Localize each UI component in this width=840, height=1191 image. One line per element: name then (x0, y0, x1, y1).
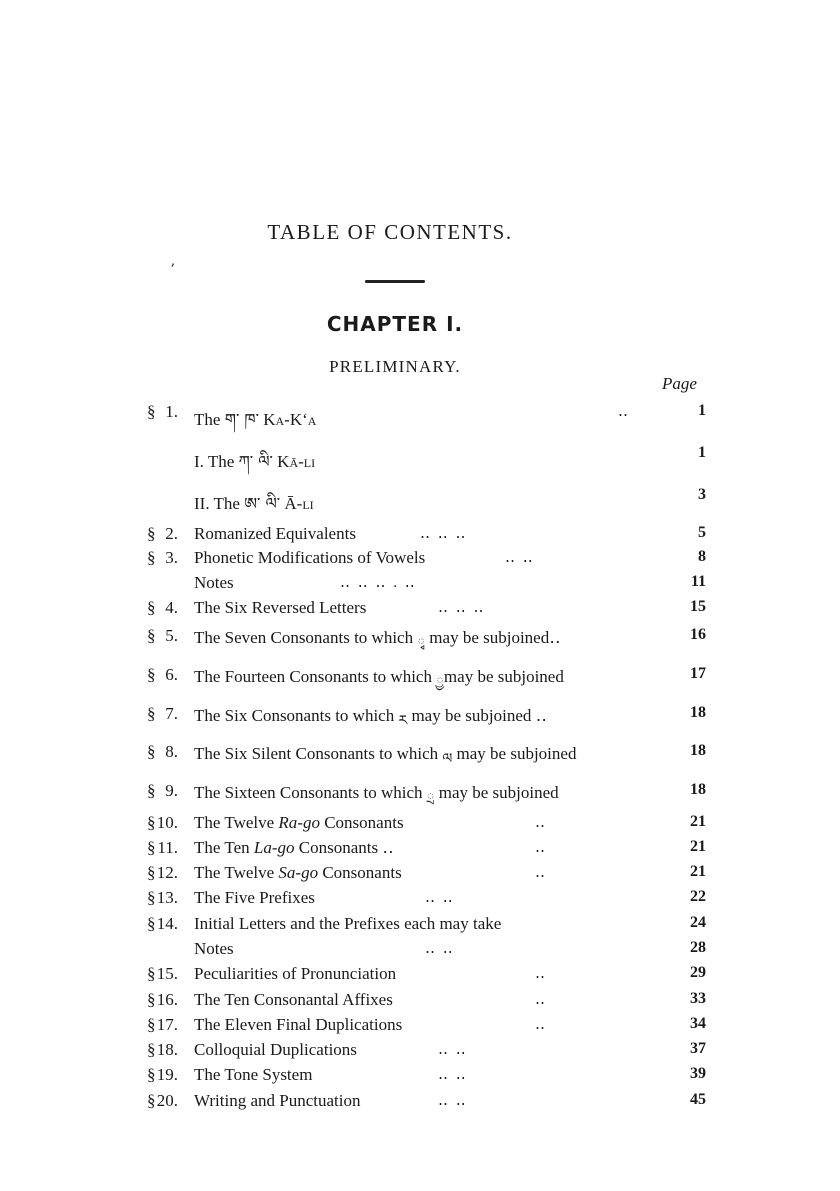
entry-title (194, 402, 316, 447)
section-number: 13. (156, 888, 178, 907)
section-mark: § (147, 524, 156, 543)
section-number: 3. (165, 548, 178, 567)
entry-text-after: Consonants ‥ (294, 838, 394, 857)
toc-entry[interactable] (0, 402, 840, 429)
section-mark: § (147, 863, 156, 882)
section-number: 5. (165, 626, 178, 645)
entry-text: The Ten Consonantal Affixes (194, 990, 393, 1009)
title-rule (365, 280, 425, 283)
entry-text: Colloquial Duplications (194, 1040, 357, 1059)
entry-title (194, 813, 404, 833)
dot-leader: ‥ ‥ ‥ (420, 526, 468, 542)
dot-leader: ‥ (535, 1017, 548, 1033)
entry-text: Peculiarities of Pronunciation (194, 964, 397, 983)
toc-entry[interactable] (0, 573, 840, 597)
toc-entry[interactable] (0, 1065, 840, 1089)
tibetan-subjoined-glyph: ར (398, 713, 408, 729)
entry-text: The Five Prefixes (194, 888, 315, 907)
dot-leader: ‥ (618, 404, 631, 420)
section-mark: § (147, 626, 156, 645)
section-number: 7. (165, 704, 178, 723)
page-number: 22 (690, 888, 706, 905)
section-number: 16. (156, 990, 178, 1009)
page-number: 16 (690, 626, 706, 643)
tibetan-subjoined-glyph: ྲ (426, 790, 435, 806)
entry-text-before: The Seven Consonants to which (194, 628, 418, 647)
entry-text-before: I. The (194, 452, 239, 471)
page-number: 21 (690, 838, 706, 855)
page-number: 18 (690, 781, 706, 798)
section-mark: § (147, 813, 156, 832)
entry-title (194, 1040, 357, 1060)
section-number: 9. (165, 781, 178, 800)
entry-title (194, 888, 315, 908)
section-mark: § (147, 1091, 156, 1110)
section-mark: § (147, 964, 156, 983)
entry-title (194, 939, 234, 959)
section-mark: § (147, 990, 156, 1009)
section-number: 12. (156, 863, 178, 882)
italic-term: La-go (253, 838, 295, 857)
toc-entry[interactable] (0, 742, 840, 766)
entry-title (194, 704, 547, 744)
entry-text-after: Ā-li (280, 494, 314, 513)
section-mark: § (147, 1065, 156, 1084)
dot-leader: ‥ ‥ (438, 1042, 468, 1058)
entry-text: Romanized Equivalents (194, 524, 356, 543)
page-number: 1 (698, 402, 706, 419)
toc-entry[interactable] (0, 863, 840, 887)
toc-entry[interactable] (0, 665, 840, 689)
section-number: 4. (165, 598, 178, 617)
toc-entry[interactable] (0, 704, 840, 728)
toc-entry[interactable] (0, 1015, 840, 1039)
section-mark: § (147, 1015, 156, 1034)
page-number: 1 (698, 444, 706, 461)
toc-entry[interactable] (0, 444, 840, 471)
entry-title (194, 990, 393, 1010)
section-mark: § (147, 402, 156, 421)
entry-text: Initial Letters and the Prefixes each may take (194, 914, 502, 933)
dot-leader: ‥ (535, 992, 548, 1008)
section-number: 18. (156, 1040, 178, 1059)
entry-title (194, 573, 234, 593)
section-mark: § (147, 598, 156, 617)
section-number: 14. (156, 914, 178, 933)
section-number: 20. (156, 1091, 178, 1110)
italic-term: Ra-go (278, 813, 320, 832)
entry-text-after: may be subjoined (452, 744, 577, 763)
section-number: 2. (165, 524, 178, 543)
section-mark: § (147, 781, 156, 800)
page-column-label: Page (662, 374, 697, 393)
section-number: 10. (156, 813, 178, 832)
section-mark: § (147, 888, 156, 907)
chapter-subtitle: PRELIMINARY. (329, 357, 461, 376)
entry-text-after: may be subjoined ‥ (407, 706, 547, 725)
entry-text-after: Ka-K‘a (258, 410, 317, 429)
entry-title (194, 1065, 312, 1085)
entry-title (194, 548, 425, 568)
toc-entry[interactable] (0, 939, 840, 963)
entry-text-before: The Ten (194, 838, 254, 857)
dot-leader: ‥ (535, 966, 548, 982)
entry-title (194, 1091, 360, 1111)
page-number: 29 (690, 964, 706, 981)
section-number: 17. (156, 1015, 178, 1034)
page-number: 21 (690, 813, 706, 830)
page-number: 11 (690, 573, 706, 590)
entry-text-before: The (194, 410, 225, 429)
page-title: TABLE OF CONTENTS. (267, 220, 513, 244)
page-number: 28 (690, 939, 706, 956)
section-mark: § (147, 548, 156, 567)
entry-text: The Eleven Final Duplications (194, 1015, 403, 1034)
stray-ink-mark: ʼ (170, 262, 175, 278)
entry-text-before: The Twelve (194, 863, 279, 882)
tibetan-subjoined-glyph: ལ (442, 751, 453, 767)
toc-entry[interactable] (0, 626, 840, 650)
chapter-heading: CHAPTER I. (326, 312, 464, 336)
section-number: 15. (156, 964, 178, 983)
toc-entry[interactable] (0, 813, 840, 837)
page-number: 8 (698, 548, 706, 565)
page-number: 5 (698, 524, 706, 541)
tibetan-script: ཀ་ ལི་ (238, 452, 273, 471)
entry-title (194, 964, 396, 984)
entry-text: The Six Reversed Letters (194, 598, 367, 617)
section-mark: § (147, 742, 156, 761)
entry-text: The Tone System (194, 1065, 313, 1084)
section-mark: § (147, 704, 156, 723)
page-number: 18 (690, 742, 706, 759)
page-number: 34 (690, 1015, 706, 1032)
dot-leader: ‥ (535, 840, 548, 856)
toc-entry[interactable] (0, 838, 840, 862)
italic-term: Sa-go (278, 863, 319, 882)
dot-leader: ‥ ‥ (438, 1093, 468, 1109)
page-number: 21 (690, 863, 706, 880)
tibetan-script: ཨ་ ལི་ (244, 494, 281, 513)
page-number: 15 (690, 598, 706, 615)
entry-title (194, 665, 564, 705)
entry-text-before: The Six Consonants to which (194, 706, 399, 725)
section-mark: § (147, 665, 156, 684)
page-number: 24 (690, 914, 706, 931)
entry-text-after: may be subjoined‥ (425, 628, 561, 647)
section-mark: § (147, 914, 156, 933)
entry-text-after: may be subjoined (443, 667, 564, 686)
section-mark: § (147, 838, 156, 857)
dot-leader: ‥ ‥ (505, 550, 535, 566)
dot-leader: ‥ (535, 865, 548, 881)
entry-text: Writing and Punctuation (194, 1091, 361, 1110)
entry-text-after: Kā-li (272, 452, 316, 471)
entry-title (194, 626, 561, 666)
entry-text-before: The Six Silent Consonants to which (194, 744, 443, 763)
toc-entry[interactable] (0, 1091, 840, 1115)
entry-title (194, 524, 356, 544)
dot-leader: ‥ ‥ ‥ (438, 600, 486, 616)
toc-entry[interactable] (0, 914, 840, 938)
entry-text-after: Consonants (319, 813, 404, 832)
dot-leader: ‥ (535, 815, 548, 831)
section-mark: § (147, 1040, 156, 1059)
tibetan-subjoined-glyph: ྱ (436, 674, 444, 690)
entry-title (194, 914, 501, 934)
section-number: 6. (165, 665, 178, 684)
entry-title (194, 742, 576, 782)
section-number: 8. (165, 742, 178, 761)
entry-title (194, 863, 402, 883)
section-number: 1. (165, 402, 178, 421)
toc-entry[interactable] (0, 486, 840, 513)
page-number: 45 (690, 1091, 706, 1108)
entry-title (194, 1015, 402, 1035)
toc-entry[interactable] (0, 1040, 840, 1064)
entry-text: Notes (194, 573, 234, 592)
toc-entry[interactable] (0, 548, 840, 572)
entry-title (194, 838, 394, 858)
page-number: 37 (690, 1040, 706, 1057)
toc-entry[interactable] (0, 598, 840, 622)
page-number: 3 (698, 486, 706, 503)
dot-leader: ‥ ‥ (425, 890, 455, 906)
entry-text: Phonetic Modifications of Vowels (194, 548, 426, 567)
entry-text-after: Consonants (318, 863, 402, 882)
toc-entry[interactable] (0, 781, 840, 805)
page-number: 33 (690, 990, 706, 1007)
page-number: 39 (690, 1065, 706, 1082)
dot-leader: ‥ ‥ ‥ . ‥ (340, 575, 417, 591)
entry-text-before: The Twelve (194, 813, 279, 832)
tibetan-subjoined-glyph: ྭ (417, 635, 426, 651)
entry-text-before: The Fourteen Consonants to which (194, 667, 437, 686)
entry-text-before: II. The (194, 494, 245, 513)
entry-title (194, 444, 315, 489)
section-number: 19. (156, 1065, 178, 1084)
entry-text-after: may be subjoined (434, 783, 559, 802)
toc-entry[interactable] (0, 990, 840, 1014)
page-number: 17 (690, 665, 706, 682)
toc-entry[interactable] (0, 888, 840, 912)
toc-entry[interactable] (0, 964, 840, 988)
toc-entry[interactable] (0, 524, 840, 548)
page-number: 18 (690, 704, 706, 721)
entry-text: Notes (194, 939, 234, 958)
dot-leader: ‥ ‥ (425, 941, 455, 957)
tibetan-script: ག་ ཁ་ (224, 410, 259, 429)
entry-text-before: The Sixteen Consonants to which (194, 783, 427, 802)
section-number: 11. (157, 838, 178, 857)
entry-title (194, 598, 366, 618)
dot-leader: ‥ ‥ (438, 1067, 468, 1083)
